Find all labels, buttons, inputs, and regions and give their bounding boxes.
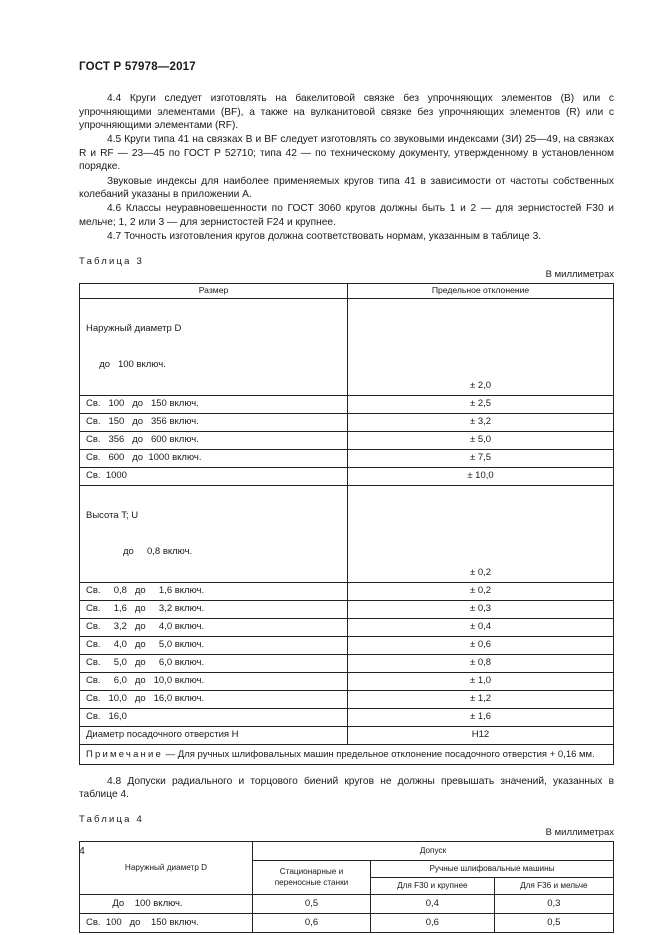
table-row (80, 894, 614, 913)
table-row (80, 467, 614, 485)
table3-cell-size: Св. 16,0 (80, 708, 348, 726)
table4-header-row-1 (80, 841, 614, 860)
table3-cell-deviation: ± 5,0 (348, 431, 614, 449)
table3-size-text: до 0,8 включ. (86, 545, 193, 557)
table4-header-diameter: Наружный диаметр D (80, 841, 253, 894)
table3-header-row (80, 283, 614, 298)
table-row (80, 636, 614, 654)
table-row (80, 413, 614, 431)
table-3 (79, 283, 614, 765)
table4-header-f30: Для F30 и крупнее (371, 877, 495, 894)
table-4 (79, 841, 614, 933)
table-row (80, 708, 614, 726)
table3-cell-deviation: ± 0,2 (348, 485, 614, 582)
table-row (80, 913, 614, 932)
table3-header-deviation: Предельное отклонение (348, 283, 614, 298)
paragraph-4-8: 4.8 Допуски радиального и торцового биений кругов не должны превышать значений, указанных в таблице 4. (79, 775, 614, 801)
table3-cell-deviation: ± 1,2 (348, 690, 614, 708)
table-row (80, 600, 614, 618)
table-row (80, 654, 614, 672)
table-row (80, 485, 614, 582)
table3-note-row (80, 744, 614, 764)
table4-cell-diameter: Св. 100 до 150 включ. (80, 913, 253, 932)
table3-cell-size: Св. 356 до 600 включ. (80, 431, 348, 449)
table3-cell-size: Св. 5,0 до 6,0 включ. (80, 654, 348, 672)
table4-caption: Таблица 4 (79, 813, 144, 825)
table4-cell-f30: 0,4 (371, 894, 495, 913)
height-group-label: Высота T; U (86, 509, 139, 521)
table3-cell-size (80, 485, 348, 582)
table3-cell-deviation: ± 10,0 (348, 467, 614, 485)
table3-cell-size: Св. 1000 (80, 467, 348, 485)
table3-cell-size: Св. 6,0 до 10,0 включ. (80, 672, 348, 690)
table3-caption: Таблица 3 (79, 255, 144, 267)
table3-cell-size: Св. 600 до 1000 включ. (80, 449, 348, 467)
table3-cell-size: Св. 150 до 356 включ. (80, 413, 348, 431)
paragraph-4-4: 4.4 Круги следует изготовлять на бакелитовой связке без упрочняющих элементов (В) или с упрочняющими элементами (BF), а также на вулканитовой связке без упрочняющих элементов (R) или с упрочняющими элементами (RF). (79, 93, 614, 132)
table3-cell-deviation: ± 0,2 (348, 582, 614, 600)
table4-cell-diameter: До 100 включ. (80, 894, 253, 913)
table3-cell-size: Св. 10,0 до 16,0 включ. (80, 690, 348, 708)
table-row (80, 726, 614, 744)
table3-cell-size: Св. 100 до 150 включ. (80, 395, 348, 413)
table3-cell-deviation: H12 (348, 726, 614, 744)
table3-cell-size (80, 298, 348, 395)
paragraph-4-5: 4.5 Круги типа 41 на связках В и BF следует изготовлять со звуковыми индексами (ЗИ) 25—49, на связках R и RF — 23—45 по ГОСТ Р 52710; типа 42 — по техническому документу, утвержденному в установленном порядке. (79, 134, 614, 173)
paragraph-4-5-sound: Звуковые индексы для наиболее применяемых кругов типа 41 в зависимости от частоты собственных колебаний указаны в приложении А. (79, 175, 614, 201)
note-text: — Для ручных шлифовальных машин предельное отклонение посадочного отверстия + 0,16 мм. (163, 748, 595, 760)
table3-cell-deviation: ± 2,0 (348, 298, 614, 395)
table-row (80, 582, 614, 600)
table4-header-stationary: Стационарные и переносные станки (253, 860, 371, 894)
table3-cell-deviation: ± 7,5 (348, 449, 614, 467)
table3-cell-size: Диаметр посадочного отверстия H (80, 726, 348, 744)
table4-cell-f36: 0,5 (494, 913, 613, 932)
table4-header-manual: Ручные шлифовальные машины (371, 860, 614, 877)
table3-cell-size: Св. 3,2 до 4,0 включ. (80, 618, 348, 636)
table3-cell-deviation: ± 0,6 (348, 636, 614, 654)
table3-cell-deviation: ± 1,0 (348, 672, 614, 690)
document-body (79, 92, 614, 933)
table-row (80, 449, 614, 467)
table3-cell-size: Св. 4,0 до 5,0 включ. (80, 636, 348, 654)
table3-cell-size: Св. 0,8 до 1,6 включ. (80, 582, 348, 600)
table3-cell-deviation: ± 1,6 (348, 708, 614, 726)
table-row (80, 395, 614, 413)
table-row (80, 431, 614, 449)
table4-cell-f30: 0,6 (371, 913, 495, 932)
table-row (80, 298, 614, 395)
table4-cell-stationary: 0,5 (253, 894, 371, 913)
table3-caption-row (79, 255, 614, 280)
table3-header-size: Размер (80, 283, 348, 298)
table-row (80, 690, 614, 708)
page-number: 4 (79, 845, 85, 857)
table4-cell-stationary: 0,6 (253, 913, 371, 932)
page-header: ГОСТ Р 57978—2017 (79, 61, 196, 73)
table3-cell-deviation: ± 0,4 (348, 618, 614, 636)
paragraph-4-6: 4.6 Классы неуравновешенности по ГОСТ 3060 кругов должны быть 1 и 2 — для зернистостей F30 и мельче; 1, 2 или 3 — для зернистостей F24 и крупнее. (79, 203, 614, 228)
table-row (80, 672, 614, 690)
table3-note (80, 744, 614, 764)
table3-size-text: до 100 включ. (86, 358, 166, 370)
table4-units: В миллиметрах (545, 826, 614, 838)
table4-header-tolerance: Допуск (253, 841, 614, 860)
table4-cell-f36: 0,3 (494, 894, 613, 913)
table3-cell-deviation: ± 3,2 (348, 413, 614, 431)
diameter-group-label: Наружный диаметр D (86, 322, 182, 334)
table4-caption-row (79, 813, 614, 838)
table-row (80, 618, 614, 636)
table3-cell-deviation: ± 0,8 (348, 654, 614, 672)
table3-units: В миллиметрах (545, 268, 614, 280)
note-label: Примечание (86, 748, 163, 760)
table4-header-f36: Для F36 и мельче (494, 877, 613, 894)
table3-cell-deviation: ± 2,5 (348, 395, 614, 413)
table3-cell-size: Св. 1,6 до 3,2 включ. (80, 600, 348, 618)
table3-cell-deviation: ± 0,3 (348, 600, 614, 618)
paragraph-4-7: 4.7 Точность изготовления кругов должна соответствовать нормам, указанным в таблице 3. (107, 230, 542, 242)
